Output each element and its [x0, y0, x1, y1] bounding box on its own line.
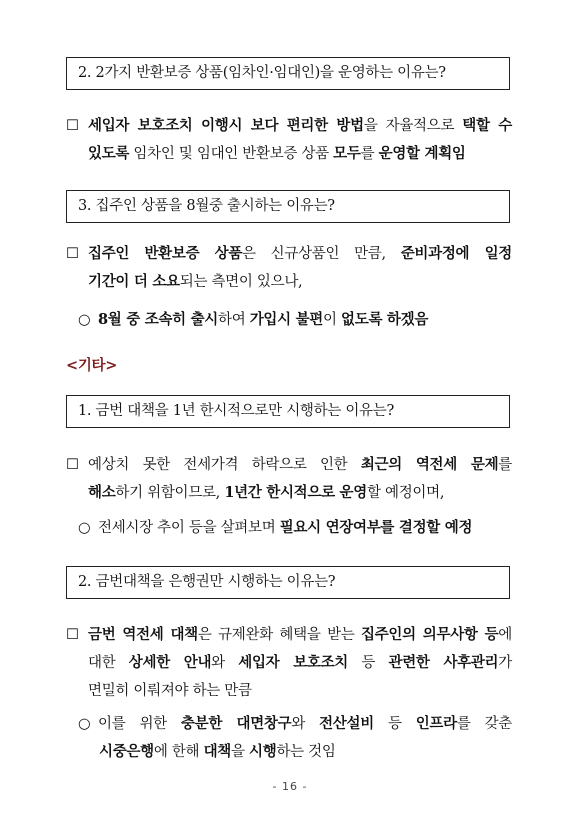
bold-text-run: 8월 중 조속히 출시 — [98, 311, 218, 328]
circle-bullet-icon: ○ — [78, 312, 91, 328]
circle-bullet-icon: ○ — [78, 716, 91, 732]
text-runs — [88, 485, 444, 501]
question-box-3 — [66, 395, 510, 428]
text-runs — [98, 520, 472, 536]
section-heading: <기타> — [66, 357, 118, 374]
bold-text-run: 운영할 계획임 — [378, 145, 466, 162]
bold-text-run: 시행 — [249, 743, 277, 760]
answer-4 — [66, 621, 512, 705]
question-box-4 — [66, 566, 510, 599]
text-run: 하는 것임 — [276, 744, 336, 760]
text-run: 등 — [373, 716, 416, 732]
checkbox-bullet-icon: ☐ — [66, 457, 79, 473]
text-runs — [88, 118, 512, 134]
text-runs — [88, 457, 512, 473]
bold-text-run: 대책 — [203, 743, 231, 760]
text-run: 등 — [348, 655, 389, 671]
text-run: 되는 측면이 있으나, — [179, 274, 303, 290]
answer-2-sub — [66, 306, 512, 334]
answer-4-line-2 — [66, 649, 512, 677]
question-box-2 — [66, 190, 510, 223]
answer-4-line-3 — [66, 677, 512, 705]
text-run: 이 — [323, 312, 342, 328]
bold-text-run: 1년간 한시적으로 운영 — [224, 484, 367, 501]
checkbox-bullet-icon: ☐ — [66, 246, 79, 262]
bold-text-run: 있도록 — [88, 145, 130, 162]
answer-1-line-2 — [66, 140, 512, 168]
text-run: 하여 — [217, 312, 250, 328]
answer-2-sub-line-1 — [66, 306, 512, 334]
text-runs — [98, 312, 428, 328]
bold-text-run: 세입자 보호조치 — [238, 654, 349, 671]
answer-1 — [66, 112, 512, 168]
text-run: 은 신규상품인 만큼, — [242, 246, 401, 262]
bold-text-run: 기간이 더 소요 — [88, 273, 180, 290]
text-runs — [88, 246, 512, 262]
text-run: 임차인 및 임대인 반환보증 상품 — [129, 146, 334, 162]
text-runs — [99, 744, 336, 760]
text-run: 예상치 못한 전세가격 하락으로 인한 — [88, 457, 361, 473]
text-run: 에 — [498, 627, 512, 643]
answer-4-line-1 — [66, 621, 512, 649]
question-text-4: 2. 금번대책을 은행권만 시행하는 이유는? — [78, 574, 336, 590]
text-runs — [88, 627, 512, 643]
text-run: 하기 위함이므로, — [115, 485, 225, 501]
answer-2-line-1 — [66, 240, 512, 268]
bold-text-run: 준비과정에 일정 — [400, 245, 513, 262]
bold-text-run: 전산설비 — [319, 715, 374, 732]
text-run: 을 자율적으로 — [363, 118, 463, 134]
text-runs — [88, 683, 252, 699]
checkbox-bullet-icon: ☐ — [66, 627, 79, 643]
text-run: 와 — [211, 655, 239, 671]
question-text-2: 3. 집주인 상품을 8월중 출시하는 이유는? — [78, 198, 335, 214]
text-run: 에 한해 — [153, 744, 204, 760]
question-text-1: 2. 2가지 반환보증 상품(임차인·임대인)을 운영하는 이유는? — [78, 65, 446, 81]
bold-text-run: 시중은행 — [99, 743, 154, 760]
bold-text-run: 충분한 대면창구 — [180, 715, 292, 732]
bold-text-run: 택할 수 — [462, 117, 512, 134]
bold-text-run: 금번 역전세 대책 — [88, 626, 198, 643]
text-run: 할 예정이며, — [366, 485, 445, 501]
answer-3-line-1 — [66, 451, 512, 479]
bold-text-run: 해소 — [88, 484, 116, 501]
checkbox-bullet-icon: ☐ — [66, 118, 79, 134]
text-runs — [88, 146, 466, 162]
bold-text-run: 가입시 불편 — [249, 311, 324, 328]
bold-text-run: 집주인의 의무사항 등 — [361, 626, 499, 643]
text-run: 와 — [291, 716, 320, 732]
answer-4-sub — [66, 710, 512, 766]
text-run: 면밀히 이뤄져야 하는 만큼 — [88, 683, 252, 699]
answer-3-sub-line-1 — [66, 514, 512, 542]
bold-text-run: 인프라 — [415, 715, 457, 732]
bold-text-run: 최근의 역전세 문제 — [360, 456, 499, 473]
answer-4-sub-line-2 — [66, 738, 512, 766]
text-runs — [88, 655, 512, 671]
bold-text-run: 필요시 연장여부를 결정할 예정 — [279, 519, 473, 536]
page-number: - 16 - — [272, 780, 308, 793]
answer-1-line-1 — [66, 112, 512, 140]
bold-text-run: 집주인 반환보증 상품 — [88, 245, 243, 262]
text-run: 은 규제완화 혜택을 받는 — [197, 627, 361, 643]
answer-4-sub-line-1 — [66, 710, 512, 738]
question-box-1 — [66, 57, 510, 90]
text-run: 를 — [498, 457, 512, 473]
answer-2-line-2 — [66, 268, 512, 296]
text-run: 대한 — [88, 655, 129, 671]
question-text-3: 1. 금번 대책을 1년 한시적으로만 시행하는 이유는? — [78, 403, 394, 419]
text-run: 를 — [360, 146, 379, 162]
answer-2 — [66, 240, 512, 296]
text-run: 가 — [498, 655, 512, 671]
bold-text-run: 상세한 안내 — [128, 654, 212, 671]
answer-3 — [66, 451, 512, 507]
answer-3-sub — [66, 514, 512, 542]
circle-bullet-icon: ○ — [78, 520, 91, 536]
text-runs — [88, 274, 302, 290]
text-run: 전세시장 추이 등을 살펴보며 — [98, 520, 280, 536]
bold-text-run: 모두 — [333, 145, 361, 162]
text-run: 을 — [231, 744, 250, 760]
bold-text-run: 없도록 하겠음 — [341, 311, 429, 328]
text-runs — [98, 716, 512, 732]
bold-text-run: 세입자 보호조치 이행시 보다 편리한 방법 — [88, 117, 364, 134]
text-run: 를 갖춘 — [456, 716, 512, 732]
bold-text-run: 관련한 사후관리 — [388, 654, 499, 671]
answer-3-line-2 — [66, 479, 512, 507]
text-run: 이를 위한 — [98, 716, 181, 732]
